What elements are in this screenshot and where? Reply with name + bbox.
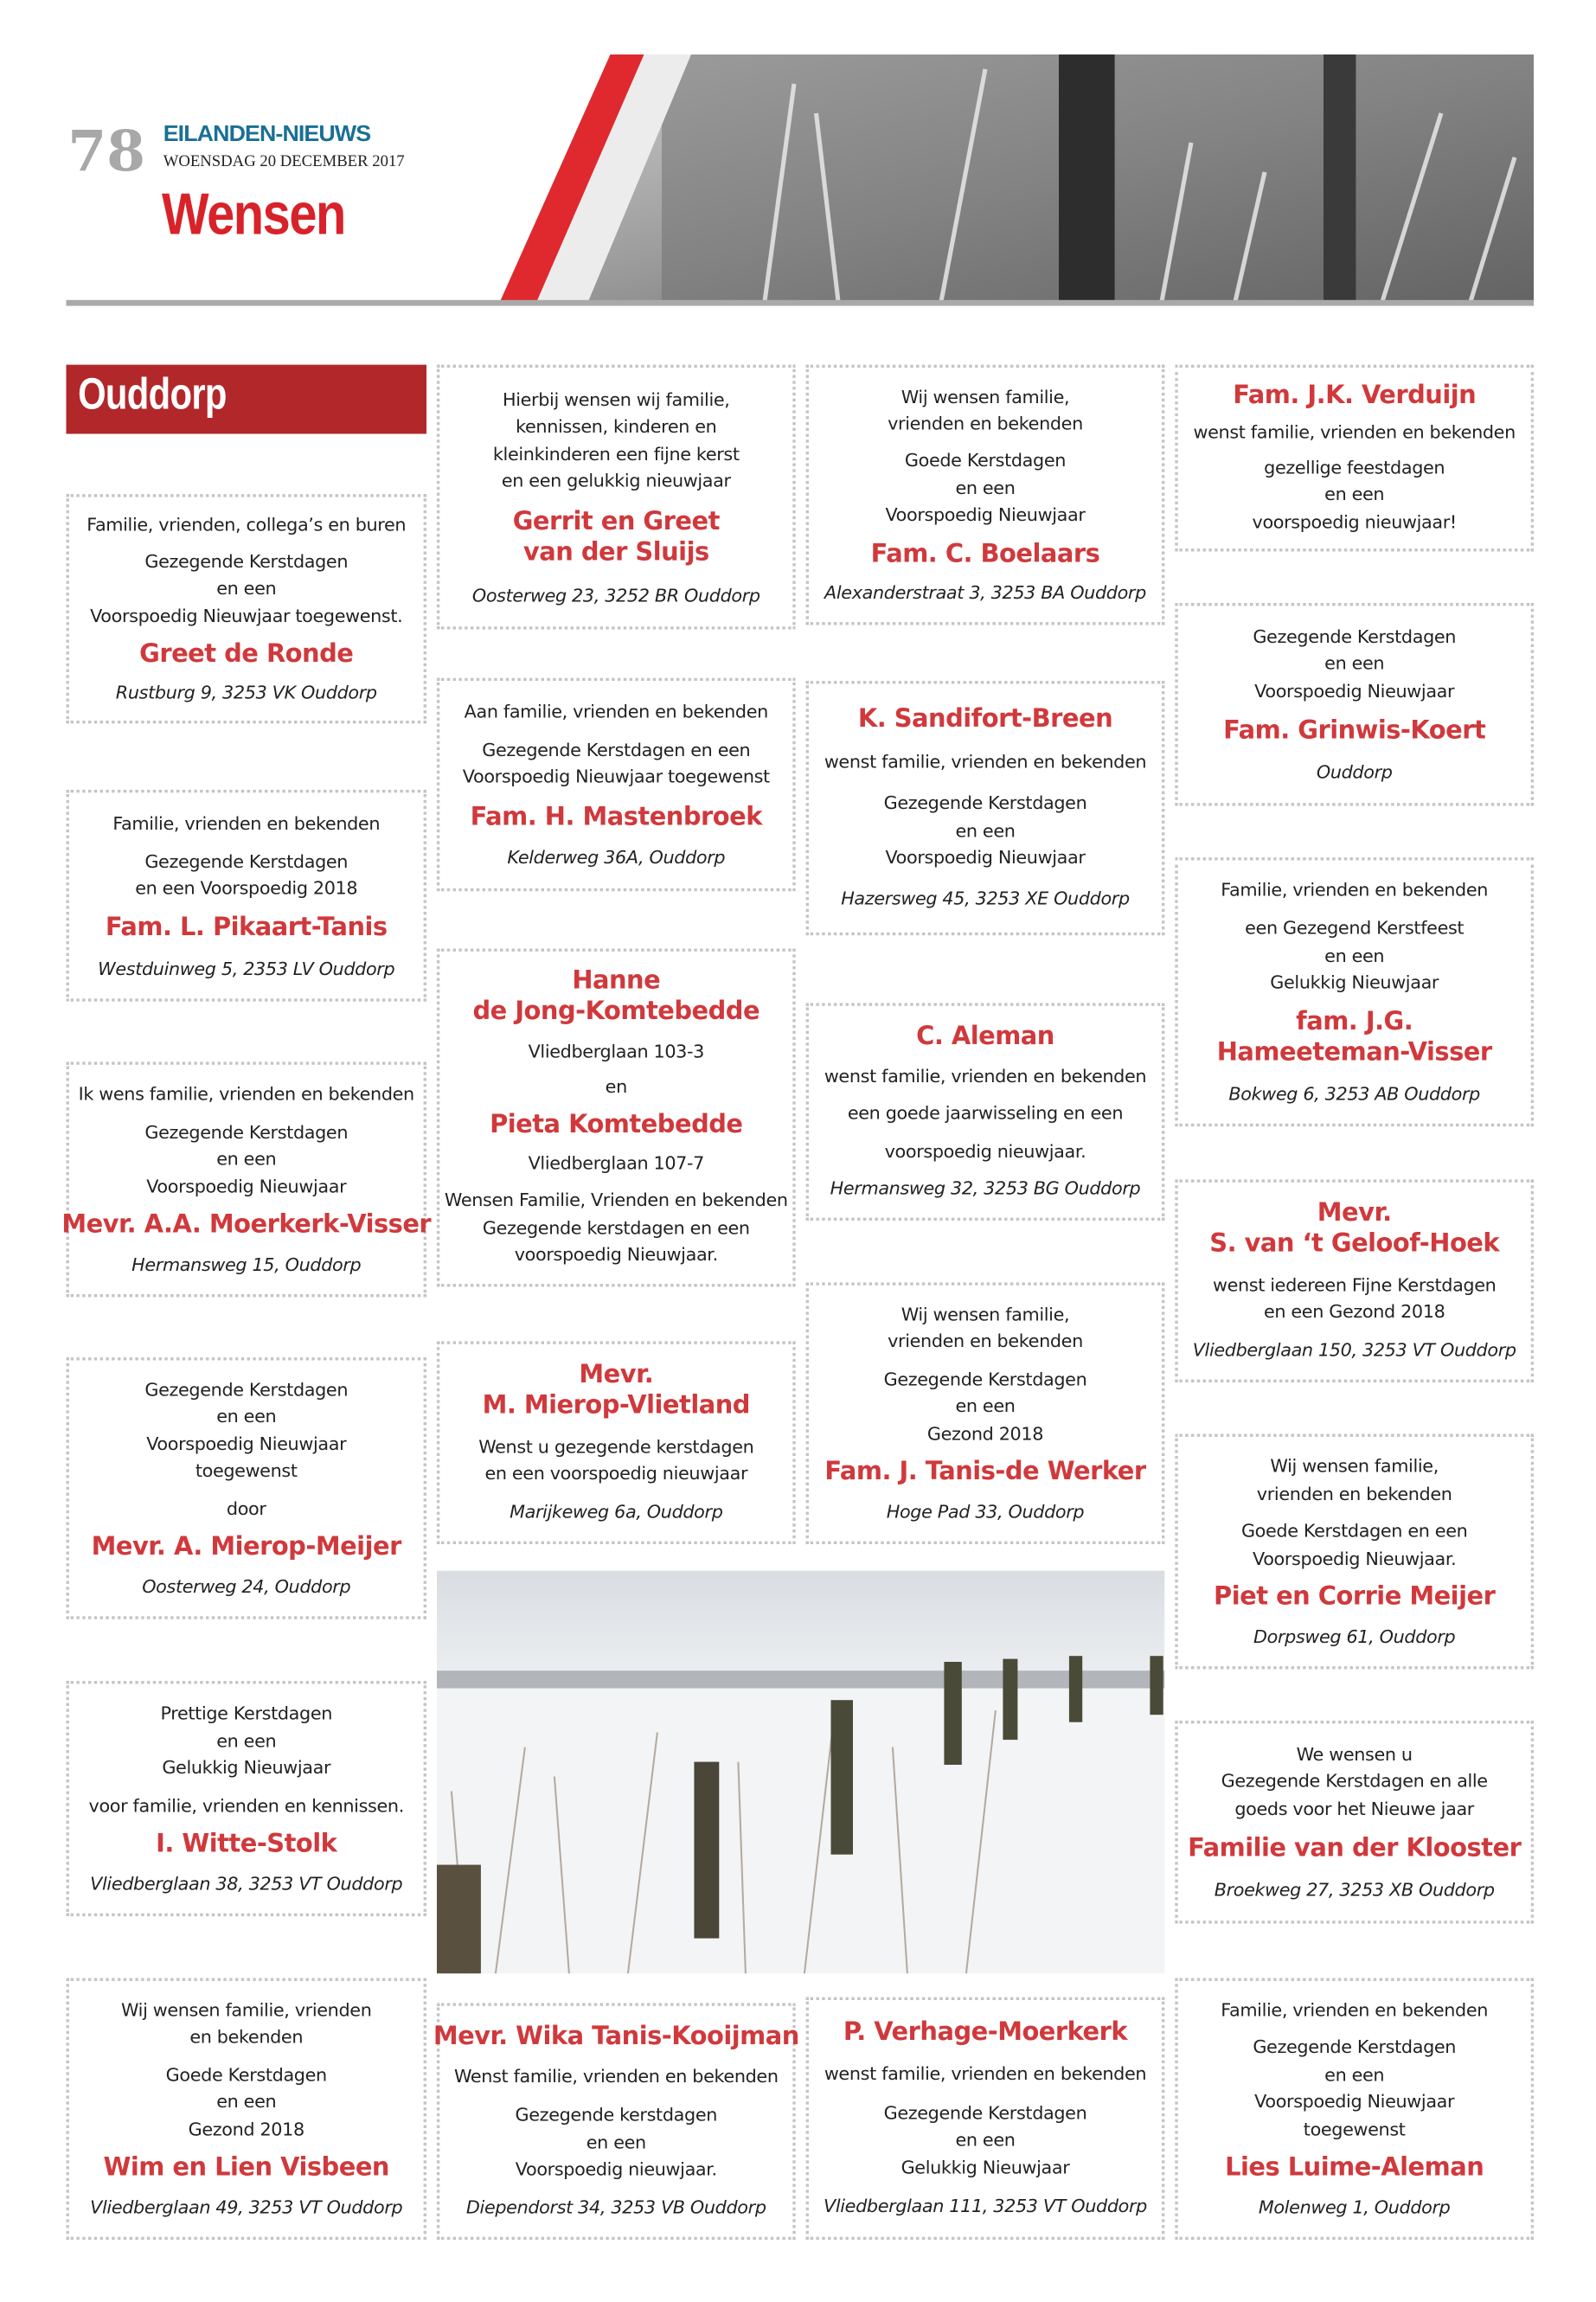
wish-text: Voorspoedig Nieuwjaar.: [1252, 1548, 1457, 1569]
sender-name: Wim en Lien Visbeen: [103, 2153, 389, 2183]
wish-text: en een: [216, 1148, 277, 1170]
wish-text: Voorspoedig Nieuwjaar toegewenst.: [90, 606, 403, 626]
wish-box: [437, 1341, 796, 1544]
wish-text: Gezond 2018: [926, 1423, 1044, 1445]
sender-address: Rustburg 9, 3253 VK Ouddorp: [115, 682, 377, 703]
sender-address: Hoge Pad 33, Ouddorp: [886, 1501, 1085, 1523]
wish-group: [472, 581, 760, 608]
wish-group: [112, 810, 380, 837]
wish-text: Wij wensen familie,: [1270, 1456, 1439, 1477]
sender-name: Hameeteman-Visser: [1216, 1038, 1492, 1068]
wish-group: [1253, 1624, 1455, 1651]
sender-name: C. Aleman: [916, 1022, 1054, 1052]
sender-name: Gerrit en Greet: [512, 507, 720, 537]
wish-group: [89, 1792, 404, 1818]
newspaper-logo: EILANDEN-NIEUWS: [163, 122, 371, 147]
wish-group: [463, 736, 770, 791]
wish-group: [1241, 1517, 1467, 1572]
wish-text: Gezegende kerstdagen: [515, 2104, 718, 2126]
sender-name: Hanne: [572, 966, 661, 997]
snow-landscape-photo: [437, 1571, 1165, 1974]
sender-name: Mevr. A.A. Moerkerk-Visser: [61, 1210, 432, 1241]
wish-text: Goede Kerstdagen en een: [1240, 1520, 1468, 1542]
wish-text: en een: [216, 578, 277, 600]
wish-group: [493, 386, 740, 495]
wish-group: [466, 2194, 766, 2221]
wish-text: en een: [216, 1406, 277, 1427]
wish-group: [843, 2017, 1127, 2049]
wish-group: [98, 955, 394, 982]
wish-box: [437, 678, 796, 892]
wish-group: [885, 447, 1085, 529]
wish-box: [806, 365, 1165, 625]
sender-name: I. Witte-Stolk: [156, 1829, 337, 1859]
wish-group: [529, 1151, 704, 1177]
wish-box: [437, 365, 796, 630]
wish-text: gezellige feestdagen: [1264, 456, 1445, 478]
wish-group: [144, 1376, 348, 1485]
wish-group: [916, 1022, 1054, 1053]
wish-text: en bekenden: [189, 2027, 304, 2049]
wish-group: [90, 2195, 402, 2222]
wish-group: [483, 1361, 750, 1422]
wish-text: en een: [955, 2129, 1016, 2151]
sender-name: Fam. J.K. Verduijn: [1233, 381, 1477, 411]
wish-text: Gezegende Kerstdagen: [144, 850, 349, 872]
wish-text: Ik wens familie, vrienden en bekenden: [78, 1083, 414, 1105]
section-title: Wensen: [162, 182, 345, 247]
wish-text: Voorspoedig Nieuwjaar: [1254, 2091, 1455, 2113]
header-divider: [67, 300, 1535, 306]
wish-group: [1228, 1080, 1480, 1107]
wish-group: [871, 539, 1100, 570]
wish-box: [433, 2003, 799, 2240]
wish-box: [61, 1061, 432, 1297]
wish-text: Familie, vrienden, collega’s en buren: [87, 515, 407, 536]
wish-text: Vliedberglaan 107-7: [528, 1153, 705, 1175]
wish-group: [116, 679, 377, 706]
wish-group: [529, 1037, 704, 1064]
wish-text: Voorspoedig Nieuwjaar: [885, 847, 1086, 869]
wish-text: Wenst familie, vrienden en bekenden: [453, 2067, 779, 2087]
wish-text: en een Voorspoedig 2018: [135, 877, 358, 899]
wish-group: [1214, 1582, 1495, 1613]
wish-group: [478, 1433, 753, 1488]
sender-name: van der Sluijs: [522, 538, 709, 568]
wish-group: [142, 1574, 350, 1600]
wish-text: voorspoedig nieuwjaar.: [884, 1140, 1086, 1162]
sender-name: Familie van der Klooster: [1188, 1834, 1522, 1864]
sender-name: Fam. Grinwis-Koert: [1223, 716, 1486, 747]
sender-address: Hazersweg 45, 3253 XE Ouddorp: [841, 888, 1130, 910]
wish-text: Gelukkig Nieuwjaar: [162, 1757, 331, 1779]
wish-text: Voorspoedig Nieuwjaar: [1254, 680, 1455, 702]
wish-text: een Gezegend Kerstfeest: [1245, 918, 1465, 939]
wish-text: Voorspoedig nieuwjaar.: [515, 2158, 717, 2180]
wish-text: Gezegende Kerstdagen: [144, 1121, 349, 1143]
sender-address: Oosterweg 23, 3252 BR Ouddorp: [471, 584, 760, 606]
wish-group: [79, 1081, 414, 1108]
wish-box: [1175, 603, 1534, 806]
wish-text: Gezegende Kerstdagen: [883, 2102, 1087, 2123]
wish-group: [160, 1700, 332, 1781]
wish-group: [1221, 1741, 1488, 1823]
wish-group: [465, 698, 768, 725]
wish-box: [806, 1997, 1165, 2241]
wish-group: [454, 2064, 779, 2091]
wish-group: [61, 1210, 431, 1241]
wish-text: Voorspoedig Nieuwjaar: [146, 1433, 347, 1455]
wish-group: [1217, 1008, 1492, 1069]
wish-group: [472, 966, 760, 1028]
wish-text: wenst familie, vrienden en bekenden: [824, 2063, 1147, 2084]
wish-text: voorspoedig Nieuwjaar.: [514, 1244, 718, 1266]
wish-text: en een: [1324, 2064, 1385, 2086]
wish-text: Aan familie, vrienden en bekenden: [464, 701, 768, 722]
wish-group: [156, 1830, 337, 1861]
wish-text: kennissen, kinderen en: [516, 416, 717, 437]
wish-text: en een: [1324, 945, 1385, 966]
sender-name: S. van ‘t Geloof-Hoek: [1209, 1229, 1500, 1260]
wish-text: en een: [586, 2132, 646, 2153]
wish-text: Familie, vrienden en bekenden: [1221, 880, 1489, 901]
wish-text: en een: [1324, 484, 1385, 505]
wish-text: vrienden en bekenden: [1256, 1483, 1452, 1504]
wish-group: [513, 508, 720, 569]
region-banner: [67, 365, 427, 434]
wish-group: [1188, 1834, 1521, 1865]
wish-text: en een: [216, 1730, 277, 1751]
wish-box: [1175, 1434, 1534, 1670]
wish-group: [888, 383, 1083, 438]
wish-text: Familie, vrienden en bekenden: [1221, 1999, 1489, 2021]
sender-name: Piet en Corrie Meijer: [1214, 1582, 1496, 1613]
wish-group: [135, 848, 357, 902]
sender-address: Bokweg 6, 3253 AB Ouddorp: [1228, 1083, 1480, 1104]
sender-address: Molenweg 1, Ouddorp: [1258, 2196, 1451, 2218]
wish-group: [1221, 877, 1488, 904]
wish-group: [510, 1498, 722, 1525]
issue-date: WOENSDAG 20 DECEMBER 2017: [163, 152, 405, 171]
wish-text: Hierbij wensen wij familie,: [502, 388, 730, 410]
wish-text: Gezegende Kerstdagen en een: [482, 739, 751, 760]
wish-group: [1194, 420, 1516, 446]
sender-address: Dorpsweg 61, Ouddorp: [1253, 1626, 1456, 1647]
wish-box: [67, 1357, 427, 1619]
wish-group: [144, 1119, 348, 1200]
wish-group: [1257, 1453, 1452, 1508]
wish-text: een goede jaarwisseling en een: [847, 1103, 1124, 1125]
wish-text: Goede Kerstdagen: [165, 2064, 327, 2086]
wish-group: [1209, 1199, 1499, 1260]
wish-text: en een: [1324, 653, 1385, 675]
wish-text: Wij wensen familie,: [901, 1304, 1070, 1325]
wish-group: [841, 886, 1130, 913]
wish-text: Voorspoedig Nieuwjaar: [885, 504, 1086, 526]
wish-text: Gezegende Kerstdagen: [144, 551, 349, 573]
sender-name: de Jong-Komtebedde: [472, 997, 760, 1028]
wish-text: Wij wensen familie,: [901, 386, 1070, 407]
wish-text: Gezegende Kerstdagen en alle: [1221, 1771, 1488, 1792]
wish-text: en een gelukkig nieuwjaar: [501, 471, 731, 491]
wish-group: [824, 580, 1146, 606]
wish-text: vrienden en bekenden: [888, 414, 1083, 434]
wish-text: Voorspoedig Nieuwjaar: [146, 1176, 347, 1196]
sender-address: Alexanderstraat 3, 3253 BA Ouddorp: [824, 582, 1146, 604]
wish-text: Gelukkig Nieuwjaar: [901, 2157, 1070, 2177]
sender-address: Kelderweg 36A, Ouddorp: [507, 847, 726, 869]
wish-group: [87, 512, 406, 539]
wish-group: [606, 1074, 627, 1101]
wish-group: [103, 2153, 389, 2184]
sender-address: Vliedberglaan 111, 3253 VT Ouddorp: [824, 2196, 1147, 2216]
wish-group: [1193, 1337, 1516, 1363]
wish-group: [507, 844, 725, 871]
wish-box: [1175, 857, 1534, 1126]
wish-group: [433, 2023, 799, 2054]
wish-text: Gezegende kerstdagen en een: [482, 1217, 750, 1238]
wish-text: Wenst u gezegende kerstdagen: [478, 1436, 754, 1457]
wish-group: [1253, 624, 1456, 705]
wish-group: [824, 1458, 1145, 1489]
wish-box: [67, 1978, 427, 2241]
wish-group: [1253, 2035, 1456, 2144]
sender-name: Fam. L. Pikaart-Tanis: [105, 913, 388, 943]
wish-group: [1245, 915, 1464, 997]
wish-group: [92, 1533, 401, 1564]
wish-box: [437, 949, 796, 1287]
wish-text: Goede Kerstdagen: [904, 450, 1067, 471]
wish-group: [888, 1301, 1083, 1356]
wish-box: [1175, 1179, 1534, 1382]
wish-text: Gezond 2018: [188, 2119, 304, 2140]
wish-text: en een: [216, 2091, 277, 2113]
wish-group: [884, 2100, 1087, 2181]
wish-group: [1253, 453, 1457, 535]
wish-text: wenst familie, vrienden en bekenden: [824, 1066, 1147, 1087]
wish-group: [885, 1138, 1086, 1164]
wish-group: [1259, 2195, 1451, 2222]
wish-group: [1213, 1272, 1496, 1326]
wish-text: We wensen u: [1296, 1743, 1413, 1765]
wish-group: [490, 1111, 742, 1142]
wish-group: [166, 2062, 327, 2143]
wish-group: [1223, 716, 1485, 747]
wish-text: Gezegende Kerstdagen: [144, 1379, 349, 1401]
wish-text: Prettige Kerstdagen: [160, 1702, 333, 1724]
sender-name: M. Mierop-Vlietland: [482, 1391, 750, 1421]
wish-group: [824, 2061, 1146, 2087]
wish-box: [1175, 1978, 1534, 2241]
wish-text: Vliedberglaan 103-3: [528, 1040, 705, 1061]
sender-address: Marijkeweg 6a, Ouddorp: [510, 1501, 723, 1523]
sender-name: Greet de Ronde: [139, 638, 354, 669]
wish-text: en: [605, 1076, 627, 1098]
wish-text: Gelukkig Nieuwjaar: [1270, 972, 1439, 993]
sender-name: Fam. H. Mastenbroek: [470, 802, 762, 832]
sender-address: Diependorst 34, 3253 VB Ouddorp: [465, 2196, 766, 2218]
wish-group: [90, 1870, 402, 1897]
wish-group: [445, 1187, 788, 1268]
wish-group: [824, 749, 1146, 776]
wish-text: voorspoedig nieuwjaar!: [1252, 510, 1457, 532]
sender-address: Hermansweg 15, Ouddorp: [131, 1254, 362, 1275]
wish-text: wenst iedereen Fijne Kerstdagen: [1212, 1274, 1497, 1295]
sender-name: K. Sandifort-Breen: [857, 703, 1113, 734]
wish-group: [131, 1252, 361, 1279]
wish-group: [516, 2101, 717, 2183]
sender-address: Oosterweg 24, Ouddorp: [142, 1576, 351, 1598]
wish-text: Gezegende Kerstdagen: [1253, 625, 1457, 647]
wish-text: Voorspoedig Nieuwjaar toegewenst: [462, 766, 770, 788]
wish-text: door: [226, 1497, 266, 1519]
wish-text: Wensen Familie, Vrienden en bekenden: [444, 1189, 788, 1211]
wish-text: Gezegende Kerstdagen: [883, 1369, 1087, 1390]
wish-text: en een Gezond 2018: [1263, 1301, 1445, 1323]
sender-address: Ouddorp: [1316, 761, 1393, 783]
wish-box: [806, 1282, 1165, 1544]
sender-name: Lies Luime-Aleman: [1225, 2153, 1484, 2183]
wish-box: [1175, 365, 1534, 552]
wish-group: [824, 1063, 1146, 1090]
wish-text: Familie, vrienden en bekenden: [112, 812, 381, 834]
wish-text: Gezegende Kerstdagen: [1253, 2036, 1457, 2058]
wish-box: [67, 494, 427, 723]
wish-text: en een: [955, 1395, 1016, 1417]
sender-address: Vliedberglaan 38, 3253 VT Ouddorp: [90, 1873, 403, 1895]
wish-text: vrienden en bekenden: [888, 1331, 1083, 1352]
wish-text: toegewenst: [195, 1460, 298, 1482]
sender-address: Hermansweg 32, 3253 BG Ouddorp: [830, 1177, 1141, 1199]
wish-group: [106, 914, 388, 945]
wish-box: [67, 1681, 427, 1916]
page-number: 78: [67, 118, 146, 184]
sender-name: Pieta Komtebedde: [490, 1110, 743, 1140]
wish-box: [67, 790, 427, 1002]
wish-group: [884, 1366, 1087, 1447]
wish-group: [471, 802, 762, 833]
wish-group: [139, 639, 353, 670]
sender-name: Mevr.: [1317, 1198, 1392, 1228]
wish-group: [884, 790, 1087, 871]
wish-group: [1317, 759, 1393, 786]
sender-name: P. Verhage-Moerkerk: [843, 2017, 1128, 2048]
wish-text: Gezegende Kerstdagen: [883, 792, 1087, 814]
wish-box: [1175, 1721, 1534, 1924]
wish-text: goeds voor het Nieuwe jaar: [1234, 1798, 1475, 1819]
wish-group: [848, 1100, 1123, 1127]
wish-text: en een: [955, 820, 1016, 842]
sender-name: fam. J.G.: [1296, 1007, 1413, 1037]
sender-address: Vliedberglaan 49, 3253 VT Ouddorp: [90, 2196, 403, 2218]
header-photo-frost: [500, 55, 1534, 302]
wish-group: [830, 1175, 1141, 1202]
wish-box: [806, 681, 1165, 935]
sender-address: Vliedberglaan 150, 3253 VT Ouddorp: [1192, 1339, 1516, 1361]
wish-group: [90, 548, 402, 630]
wish-text: Wij wensen familie, vrienden: [120, 1999, 372, 2021]
sender-name: Mevr. Wika Tanis-Kooijman: [433, 2022, 799, 2052]
wish-group: [858, 704, 1112, 735]
wish-group: [824, 2193, 1147, 2220]
wish-text: wenst familie, vrienden en bekenden: [1193, 421, 1516, 443]
wish-text: voor familie, vrienden en kennissen.: [88, 1794, 404, 1816]
sender-name: Fam. C. Boelaars: [870, 539, 1100, 569]
sender-address: Broekweg 27, 3253 XB Ouddorp: [1214, 1879, 1495, 1901]
wish-box: [806, 1003, 1165, 1221]
wish-group: [887, 1498, 1085, 1525]
wish-group: [1233, 381, 1476, 412]
sender-name: Mevr. A. Mierop-Meijer: [91, 1532, 401, 1562]
sender-name: Mevr.: [579, 1360, 654, 1390]
region-title: Ouddorp: [78, 370, 227, 420]
sender-name: Fam. J. Tanis-de Werker: [824, 1457, 1146, 1487]
wish-text: toegewenst: [1303, 2119, 1406, 2140]
wish-text: en een: [955, 478, 1016, 499]
wish-text: en een voorspoedig nieuwjaar: [484, 1463, 748, 1484]
sender-address: Westduinweg 5, 2353 LV Ouddorp: [98, 958, 395, 979]
wish-text: wenst familie, vrienden en bekenden: [824, 752, 1147, 773]
wish-group: [1215, 1876, 1495, 1903]
wish-group: [1221, 1997, 1488, 2023]
wish-group: [227, 1496, 266, 1523]
wish-text: kleinkinderen een fijne kerst: [492, 443, 740, 465]
wish-group: [1225, 2153, 1484, 2184]
wish-group: [121, 1997, 372, 2051]
